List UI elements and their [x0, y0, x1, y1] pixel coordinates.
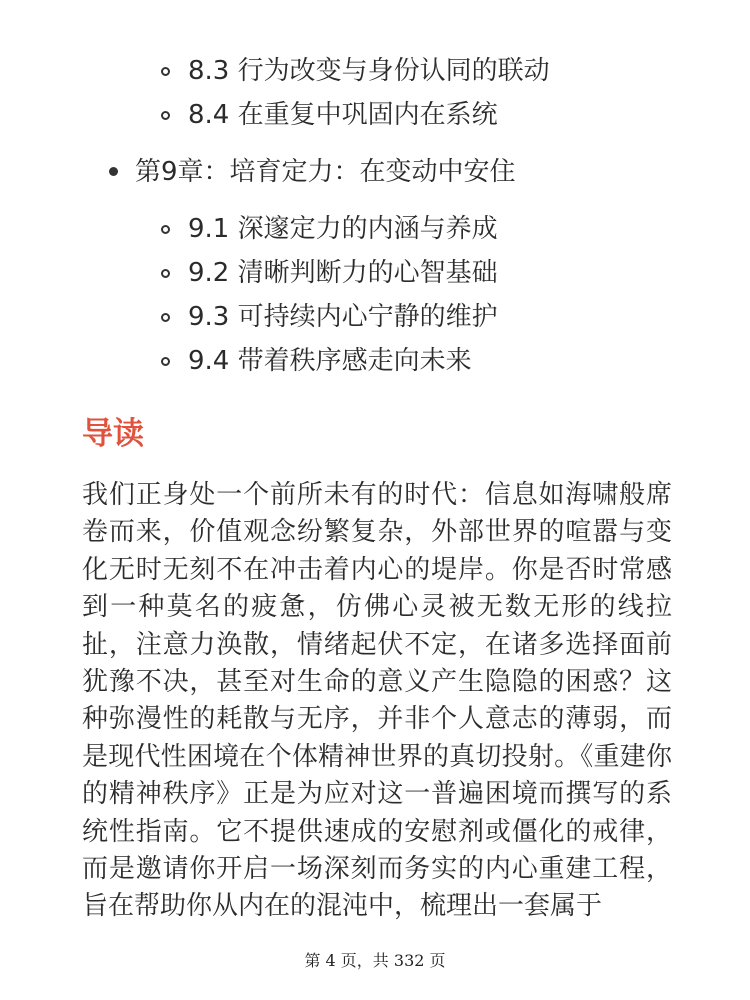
toc-item-label: 9.1 深邃定力的内涵与养成: [188, 214, 498, 244]
solid-bullet-icon: [109, 167, 118, 176]
section-heading: 导读: [82, 416, 144, 452]
toc-item-label: 8.3 行为改变与身份认同的联动: [188, 56, 550, 86]
toc-item-8-3[interactable]: [188, 54, 550, 88]
intro-paragraph: 我们正身处一个前所未有的时代：信息如海啸般席卷而来，价值观念纷繁复杂，外部世界的喧嚣与变化无时无刻不在冲击着内心的堤岸。你是否时常感到一种莫名的疲惫，仿佛心灵被无数无形的线拉扯，注意力涣散，情绪起伏不定，在诸多选择面前犹豫不决，甚至对生命的意义产生隐隐的困惑？这种弥漫性的耗散与无序，并非个人意志的薄弱，而是现代性困境在个体精神世界的真切投射。《重建你的精神秩序》正是为应对这一普遍困境而撰写的系统性指南。它不提供速成的安慰剂或僵化的戒律，而是邀请你开启一场深刻而务实的内心重建工程，旨在帮助你从内在的混沌中，梳理出一套属于: [82, 480, 672, 922]
toc-item-9-2[interactable]: [188, 256, 498, 290]
hollow-bullet-icon: [161, 269, 170, 278]
toc-item-8-4[interactable]: [188, 98, 498, 132]
toc-item-label: 9.4 带着秩序感走向未来: [188, 346, 472, 376]
toc-item-label: 8.4 在重复中巩固内在系统: [188, 100, 498, 130]
toc-item-9-4[interactable]: [188, 344, 472, 378]
toc-item-9-1[interactable]: [188, 212, 498, 246]
hollow-bullet-icon: [161, 67, 170, 76]
toc-chapter-9[interactable]: [135, 155, 516, 189]
toc-item-9-3[interactable]: [188, 300, 498, 334]
page-number-footer: 第 4 页，共 332 页: [304, 951, 446, 970]
toc-item-label: 9.2 清晰判断力的心智基础: [188, 258, 498, 288]
hollow-bullet-icon: [161, 357, 170, 366]
hollow-bullet-icon: [161, 225, 170, 234]
hollow-bullet-icon: [161, 313, 170, 322]
hollow-bullet-icon: [161, 111, 170, 120]
toc-item-label: 9.3 可持续内心宁静的维护: [188, 302, 498, 332]
toc-chapter-label: 第9章：培育定力：在变动中安住: [135, 157, 516, 187]
